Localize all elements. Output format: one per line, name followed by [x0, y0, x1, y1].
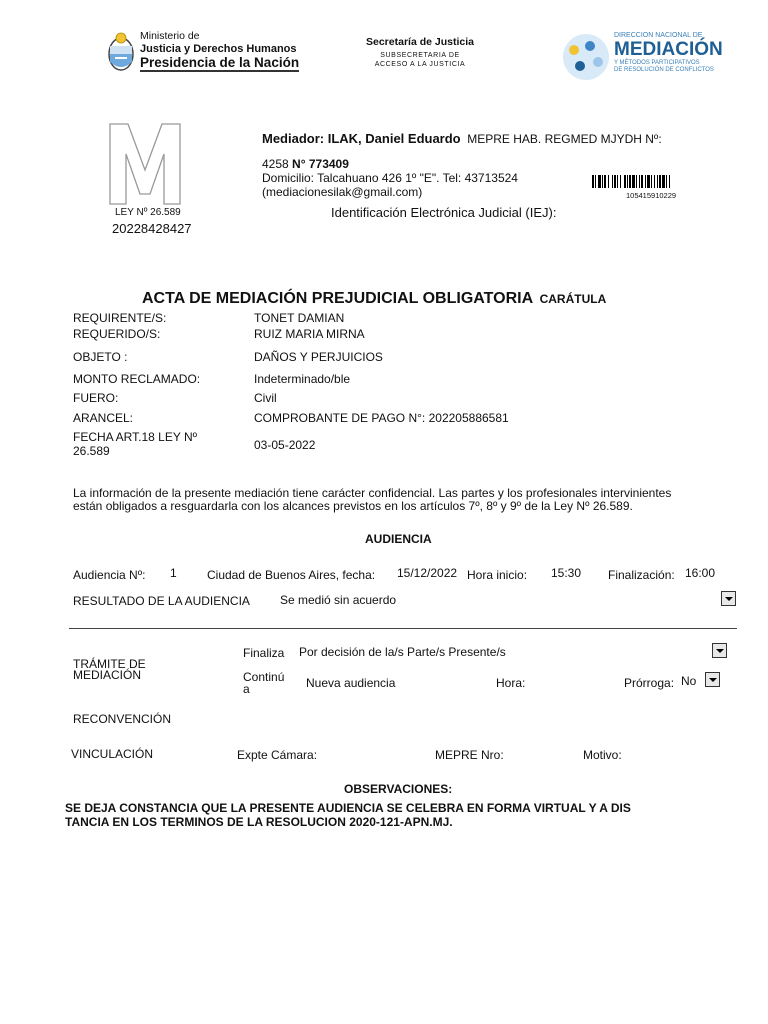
secretaria-sub2: ACCESO A LA JUSTICIA	[374, 61, 466, 68]
barcode-bar	[647, 175, 650, 188]
mediator-email: (mediacionesilak@gmail.com)	[262, 185, 423, 199]
barcode-bar	[595, 175, 596, 188]
secretaria-header	[345, 36, 495, 69]
prorroga-label: Prórroga:	[624, 676, 675, 690]
barcode-bar	[636, 175, 637, 188]
ministry-line2: Justicia y Derechos Humanos	[140, 43, 297, 55]
audiencia-title: AUDIENCIA	[365, 532, 432, 546]
audiencia-numero-value[interactable]: 1	[170, 566, 177, 580]
acta-title-suffix: CARÁTULA	[539, 292, 607, 306]
section-divider	[69, 628, 737, 629]
acta-title-line	[142, 290, 606, 308]
dn-line1: DIRECCIÓN NACIONAL DE	[614, 32, 703, 39]
barcode-bar	[602, 175, 603, 188]
mediator-name: Mediador: ILAK, Daniel Eduardo	[262, 131, 461, 146]
mepre-label: MEPRE HAB. REGMED MJYDH Nº:	[467, 132, 662, 146]
coat-of-arms-icon	[106, 30, 136, 74]
barcode-number: 105415910229	[626, 191, 677, 200]
mediator-address: Domicilio: Talcahuano 426 1º "E". Tel: 43713524	[262, 171, 518, 185]
continua-label-line2: a	[243, 682, 250, 696]
finalizacion-value[interactable]: 16:00	[685, 566, 716, 580]
observaciones-text	[65, 801, 631, 829]
hora-inicio-label: Hora inicio:	[467, 568, 528, 582]
hora-inicio-value[interactable]: 15:30	[551, 566, 582, 580]
continua-label	[243, 671, 284, 695]
fecha-art18-label	[73, 430, 197, 458]
barcode-bar	[639, 175, 640, 188]
fuero-label: FUERO:	[73, 391, 119, 405]
finalizacion-label: Finalización:	[608, 568, 675, 582]
continua-value[interactable]: Nueva audiencia	[306, 676, 396, 690]
tramite-label	[73, 659, 146, 681]
barcode-bar	[657, 175, 658, 188]
resultado-dropdown-button[interactable]	[721, 591, 736, 606]
barcode-bar	[669, 175, 670, 188]
requirente-label: REQUIRENTE/S:	[73, 311, 167, 325]
confidential-line2: están obligados a resguardarla con los alcances previstos en los artículos 7º, 8º y 9º de la Ley Nº 26.589.	[73, 499, 633, 513]
confidential-notice	[73, 487, 671, 513]
barcode-bar	[608, 175, 609, 188]
observaciones-line1: SE DEJA CONSTANCIA QUE LA PRESENTE AUDIENCIA SE CELEBRA EN FORMA VIRTUAL Y A DIS	[65, 801, 631, 815]
mediacion-logo-icon	[560, 32, 616, 82]
barcode-bar	[659, 175, 661, 188]
barcode-bar	[592, 175, 594, 188]
secretaria-sub1: SUBSECRETARIA DE	[380, 52, 460, 59]
resultado-select[interactable]: Se medió sin acuerdo	[280, 593, 397, 607]
law-label: LEY Nº 26.589	[115, 207, 181, 218]
fecha-art18-label-line1: FECHA ART.18 LEY Nº	[73, 430, 197, 444]
barcode-bar	[654, 175, 655, 188]
barcode-bar	[617, 175, 618, 188]
prorroga-dropdown-button[interactable]	[705, 672, 720, 687]
barcode-bar	[614, 175, 616, 188]
fecha-art18-label-line2: 26.589	[73, 444, 110, 458]
acta-title: ACTA DE MEDIACIÓN PREJUDICIAL OBLIGATORIA	[142, 290, 534, 307]
resultado-label: RESULTADO DE LA AUDIENCIA	[73, 594, 250, 608]
fecha-art18-value: 03-05-2022	[254, 438, 316, 452]
dn-line3: Y MÉTODOS PARTICIPATIVOS	[614, 60, 700, 66]
barcode-bar	[604, 175, 606, 188]
arancel-value: COMPROBANTE DE PAGO N°: 202205886581	[254, 411, 509, 425]
iej-label: Identificación Electrónica Judicial (IEJ):	[331, 205, 557, 220]
ministry-line3: Presidencia de la Nación	[140, 55, 300, 70]
ciudad-fecha-label: Ciudad de Buenos Aires, fecha:	[207, 568, 376, 582]
monto-value: Indeterminado/ble	[254, 372, 351, 386]
observaciones-line2: TANCIA EN LOS TERMINOS DE LA RESOLUCION 2020-121-APN.MJ.	[65, 815, 453, 829]
barcode-bar	[612, 175, 613, 188]
audiencia-fecha-value[interactable]: 15/12/2022	[397, 566, 458, 580]
barcode-bar	[666, 175, 667, 188]
mepre-number: 4258	[262, 157, 289, 171]
barcode-bar	[598, 175, 601, 188]
tramite-label-line2: MEDIACIÓN	[73, 668, 142, 682]
barcode-bar	[645, 175, 646, 188]
requerido-value: RUIZ MARIA MIRNA	[254, 327, 365, 341]
requerido-label: REQUERIDO/S:	[73, 327, 161, 341]
tramite-label-line1: TRÁMITE DE	[73, 657, 146, 671]
acta-number: N° 773409	[292, 157, 349, 171]
barcode-bar	[641, 175, 643, 188]
prorroga-select[interactable]: No	[681, 674, 697, 688]
barcode-bar	[627, 175, 628, 188]
barcode-bar	[624, 175, 626, 188]
dn-line2: MEDIACIÓN	[614, 39, 723, 60]
monto-label: MONTO RECLAMADO:	[73, 372, 201, 386]
barcode-bar	[662, 175, 665, 188]
expte-camara-label: Expte Cámara:	[237, 748, 318, 762]
secretaria-title: Secretaría de Justicia	[366, 36, 474, 48]
arancel-label: ARANCEL:	[73, 411, 134, 425]
requirente-value: TONET DAMIAN	[254, 311, 345, 325]
hora-label: Hora:	[496, 676, 526, 690]
fuero-value: Civil	[254, 391, 277, 405]
objeto-label: OBJETO :	[73, 350, 128, 364]
continua-label-line1: Continú	[243, 670, 285, 684]
mepre-nro-label: MEPRE Nro:	[435, 748, 504, 762]
barcode-bar	[629, 175, 631, 188]
barcode-bar	[620, 175, 621, 188]
mediator-cuit: 20228428427	[112, 221, 192, 236]
vinculacion-label: VINCULACIÓN	[71, 747, 154, 761]
barcode-bar	[651, 175, 652, 188]
motivo-label: Motivo:	[583, 748, 622, 762]
dn-line4: DE RESOLUCIÓN DE CONFLICTOS	[614, 67, 714, 73]
finaliza-dropdown-button[interactable]	[712, 643, 727, 658]
observaciones-title: OBSERVACIONES:	[344, 782, 453, 796]
confidential-line1: La información de la presente mediación tiene carácter confidencial. Las partes y los profesionales intervinientes	[73, 486, 672, 500]
audiencia-numero-label: Audiencia Nº:	[73, 568, 146, 582]
barcode-bar	[632, 175, 635, 188]
finaliza-select[interactable]: Por decisión de la/s Parte/s Presente/s	[299, 645, 506, 659]
barcode-bars	[592, 175, 718, 188]
mediator-m-logo-icon	[108, 122, 182, 206]
ministry-line1: Ministerio de	[140, 30, 200, 42]
reconvencion-label: RECONVENCIÓN	[73, 712, 172, 726]
objeto-value: DAÑOS Y PERJUICIOS	[254, 350, 383, 364]
finaliza-label: Finaliza	[243, 646, 285, 660]
